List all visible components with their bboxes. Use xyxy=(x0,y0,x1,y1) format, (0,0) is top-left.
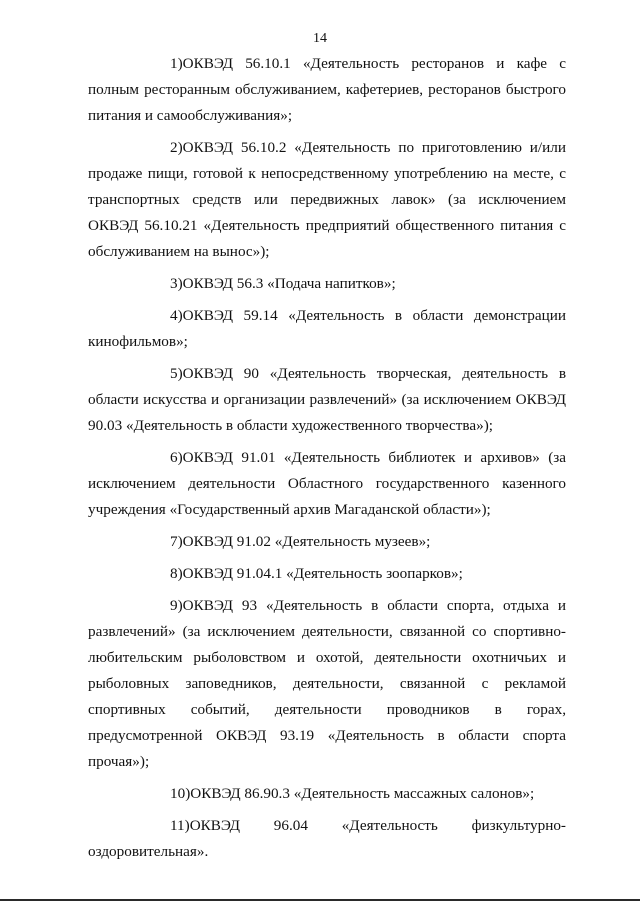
item-number: 5) xyxy=(170,365,183,382)
okved-list xyxy=(88,51,566,871)
list-item xyxy=(88,781,566,807)
list-item xyxy=(88,529,566,555)
list-item xyxy=(88,51,566,129)
item-number: 4) xyxy=(170,307,183,324)
item-text: ОКВЭД 91.04.1 «Деятельность зоопарков»; xyxy=(182,565,463,582)
item-text: ОКВЭД 93 «Деятельность в области спорта, отдыха и развлечений» (за исключением деятельности, связанной со спортивно-любительским рыболовством и охотой, деятельности охотничьих и рыболовных заповедников, деятельности, связанной с рекламой спортивных событий, деятельности проводников в горах, предусмотренной ОКВЭД 93.19 «Деятельность в области спорта прочая»); xyxy=(88,597,566,770)
item-number: 1) xyxy=(170,55,183,72)
item-number: 7) xyxy=(170,533,183,550)
list-item xyxy=(88,445,566,523)
item-text: ОКВЭД 90 «Деятельность творческая, деятельность в области искусства и организации развлечений» (за исключением ОКВЭД 90.03 «Деятельность в области художественного творчества»); xyxy=(88,365,566,434)
list-item xyxy=(88,813,566,865)
page-number: 14 xyxy=(313,31,327,46)
list-item xyxy=(88,361,566,439)
item-number: 2) xyxy=(170,139,183,156)
item-number: 3) xyxy=(170,275,183,292)
item-number: 9) xyxy=(170,597,183,614)
item-number: 11) xyxy=(170,817,190,834)
list-item xyxy=(88,135,566,265)
item-number: 8) xyxy=(170,565,183,582)
list-item xyxy=(88,303,566,355)
scan-bottom-edge-line xyxy=(0,899,640,901)
list-item xyxy=(88,593,566,775)
item-text: ОКВЭД 56.3 «Подача напитков»; xyxy=(182,275,396,292)
list-item xyxy=(88,271,566,297)
list-item xyxy=(88,561,566,587)
item-text: ОКВЭД 91.02 «Деятельность музеев»; xyxy=(182,533,431,550)
item-text: ОКВЭД 56.10.2 «Деятельность по приготовлению и/или продаже пищи, готовой к непосредственному употреблению на месте, с транспортных средств или передвижных лавок» (за исключением ОКВЭД 56.10.21 «Деятельность предприятий общественного питания с обслуживанием на вынос»); xyxy=(88,139,566,260)
item-text: ОКВЭД 56.10.1 «Деятельность ресторанов и кафе с полным ресторанным обслуживанием, кафетериев, ресторанов быстрого питания и самообслуживания»; xyxy=(88,55,566,124)
item-text: ОКВЭД 91.01 «Деятельность библиотек и архивов» (за исключением деятельности Областного государственного казенного учреждения «Государственный архив Магаданской области»); xyxy=(88,449,566,518)
item-number: 6) xyxy=(170,449,183,466)
item-number: 10) xyxy=(170,785,191,802)
item-text: ОКВЭД 86.90.3 «Деятельность массажных салонов»; xyxy=(190,785,535,802)
item-text: ОКВЭД 96.04 «Деятельность физкультурно-оздоровительная». xyxy=(88,817,566,860)
item-text: ОКВЭД 59.14 «Деятельность в области демонстрации кинофильмов»; xyxy=(88,307,566,350)
